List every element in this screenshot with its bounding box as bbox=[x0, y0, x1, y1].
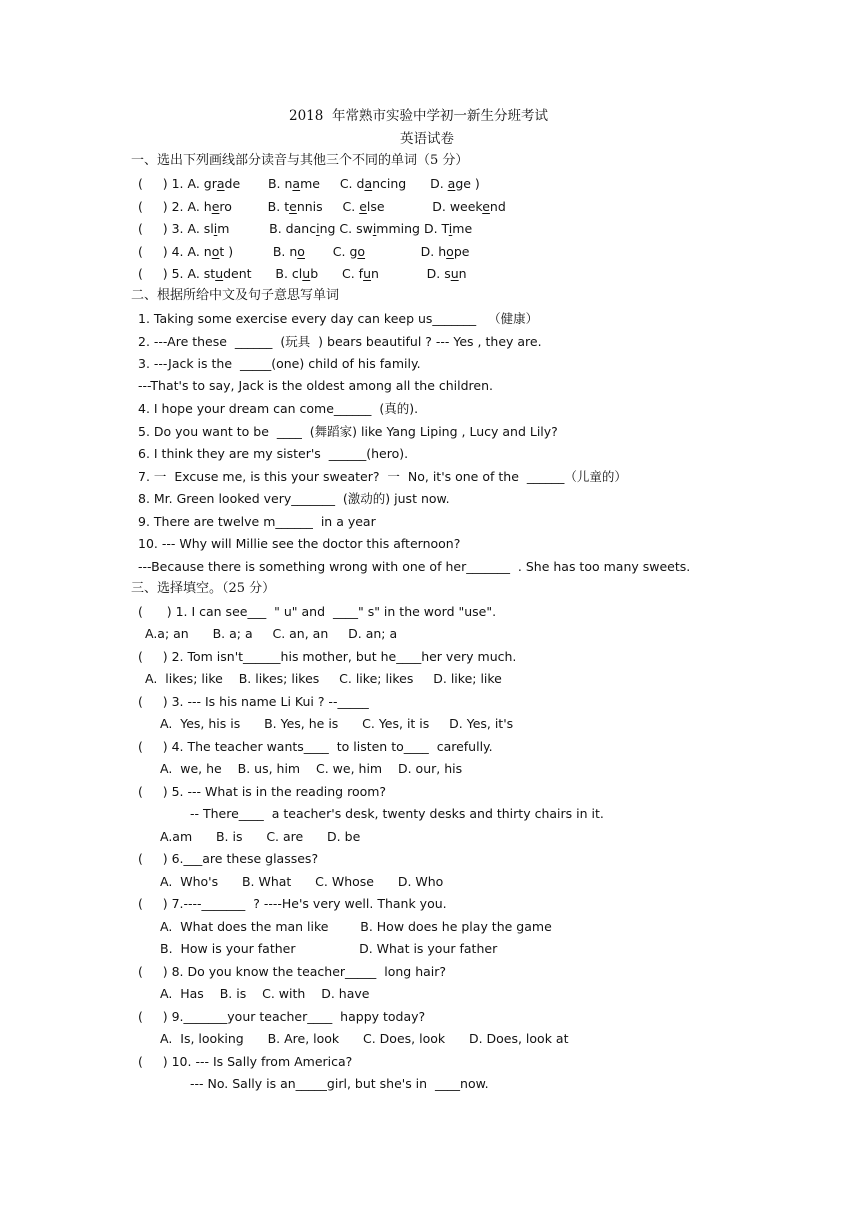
s1-question-1: ( ) 1. A. grade B. name C. dancing D. age ) bbox=[138, 176, 480, 191]
s1-question-3: ( ) 3. A. slim B. dancing C. swimming D. Time bbox=[138, 221, 473, 236]
s3-question: ( ) 5. --- What is in the reading room? bbox=[138, 784, 387, 799]
s1-question-2: ( ) 2. A. hero B. tennis C. else D. weekend bbox=[138, 199, 506, 214]
s1-question-4: ( ) 4. A. not ) B. no C. go D. hope bbox=[138, 244, 470, 259]
s3-question: ( ) 6.___are these glasses? bbox=[138, 851, 319, 866]
s3-options: A. Who's B. What C. Whose D. Who bbox=[160, 874, 444, 889]
s2-line: 9. There are twelve m______ in a year bbox=[138, 514, 376, 529]
s3-options: A. likes; like B. likes; likes C. like; likes D. like; like bbox=[145, 671, 502, 686]
s2-line: 5. Do you want to be ____ (舞蹈家) like Yang Liping , Lucy and Lily? bbox=[138, 424, 558, 439]
s3-options: A. What does the man like B. How does he play the game bbox=[160, 919, 552, 934]
s3-question: ( ) 1. I can see___ " u" and ____" s" in the word "use". bbox=[138, 604, 497, 619]
s3-options: A. Is, looking B. Are, look C. Does, look D. Does, look at bbox=[160, 1031, 569, 1046]
s3-question: ( ) 7.----_______ ? ----He's very well. Thank you. bbox=[138, 896, 447, 911]
s3-question: ( ) 10. --- Is Sally from America? bbox=[138, 1054, 353, 1069]
s2-line: ---That's to say, Jack is the oldest among all the children. bbox=[138, 378, 493, 393]
section3-heading: 三、选择填空。（25 分） bbox=[131, 581, 276, 596]
s3-question: ( ) 4. The teacher wants____ to listen to____ carefully. bbox=[138, 739, 493, 754]
s1-question-5: ( ) 5. A. student B. club C. fun D. sun bbox=[138, 266, 467, 281]
section1-heading: 一、选出下列画线部分读音与其他三个不同的单词（5 分） bbox=[131, 153, 469, 168]
s3-options: A. Has B. is C. with D. have bbox=[160, 986, 370, 1001]
s3-question-cont: --- No. Sally is an_____girl, but she's in ____now. bbox=[190, 1076, 489, 1091]
s3-question: ( ) 8. Do you know the teacher_____ long hair? bbox=[138, 964, 447, 979]
s3-question: ( ) 9._______your teacher____ happy today? bbox=[138, 1009, 426, 1024]
s3-question: ( ) 3. --- Is his name Li Kui ? --_____ bbox=[138, 694, 369, 709]
s3-question: ( ) 2. Tom isn't______his mother, but he____her very much. bbox=[138, 649, 517, 664]
s2-line: 2. ---Are these ______ (玩具 ) bears beautiful ? --- Yes , they are. bbox=[138, 334, 542, 349]
s2-line: 8. Mr. Green looked very_______ (激动的) just now. bbox=[138, 491, 450, 506]
s2-line: 7. 一 Excuse me, is this your sweater? 一 No, it's one of the ______（儿童的） bbox=[138, 469, 627, 484]
s2-line: 4. I hope your dream can come______ (真的). bbox=[138, 401, 419, 416]
s3-options: A.a; an B. a; a C. an, an D. an; a bbox=[145, 626, 398, 641]
s3-options: B. How is your father D. What is your father bbox=[160, 941, 498, 956]
s2-line: 3. ---Jack is the _____(one) child of his family. bbox=[138, 356, 421, 371]
exam-subtitle: 英语试卷 bbox=[400, 131, 454, 147]
s2-line: 1. Taking some exercise every day can keep us_______ （健康） bbox=[138, 311, 539, 326]
exam-title: 2018 年常熟市实验中学初一新生分班考试 bbox=[289, 108, 548, 124]
s3-question-cont: -- There____ a teacher's desk, twenty desks and thirty chairs in it. bbox=[190, 806, 604, 821]
s2-line: 10. --- Why will Millie see the doctor this afternoon? bbox=[138, 536, 461, 551]
s3-options: A. Yes, his is B. Yes, he is C. Yes, it is D. Yes, it's bbox=[160, 716, 514, 731]
section2-heading: 二、根据所给中文及句子意思写单词 bbox=[131, 288, 340, 303]
s2-line: 6. I think they are my sister's ______(hero). bbox=[138, 446, 409, 461]
s3-options: A.am B. is C. are D. be bbox=[160, 829, 361, 844]
s2-line: ---Because there is something wrong with one of her_______ . She has too many sweets. bbox=[138, 559, 691, 574]
s3-options: A. we, he B. us, him C. we, him D. our, his bbox=[160, 761, 463, 776]
